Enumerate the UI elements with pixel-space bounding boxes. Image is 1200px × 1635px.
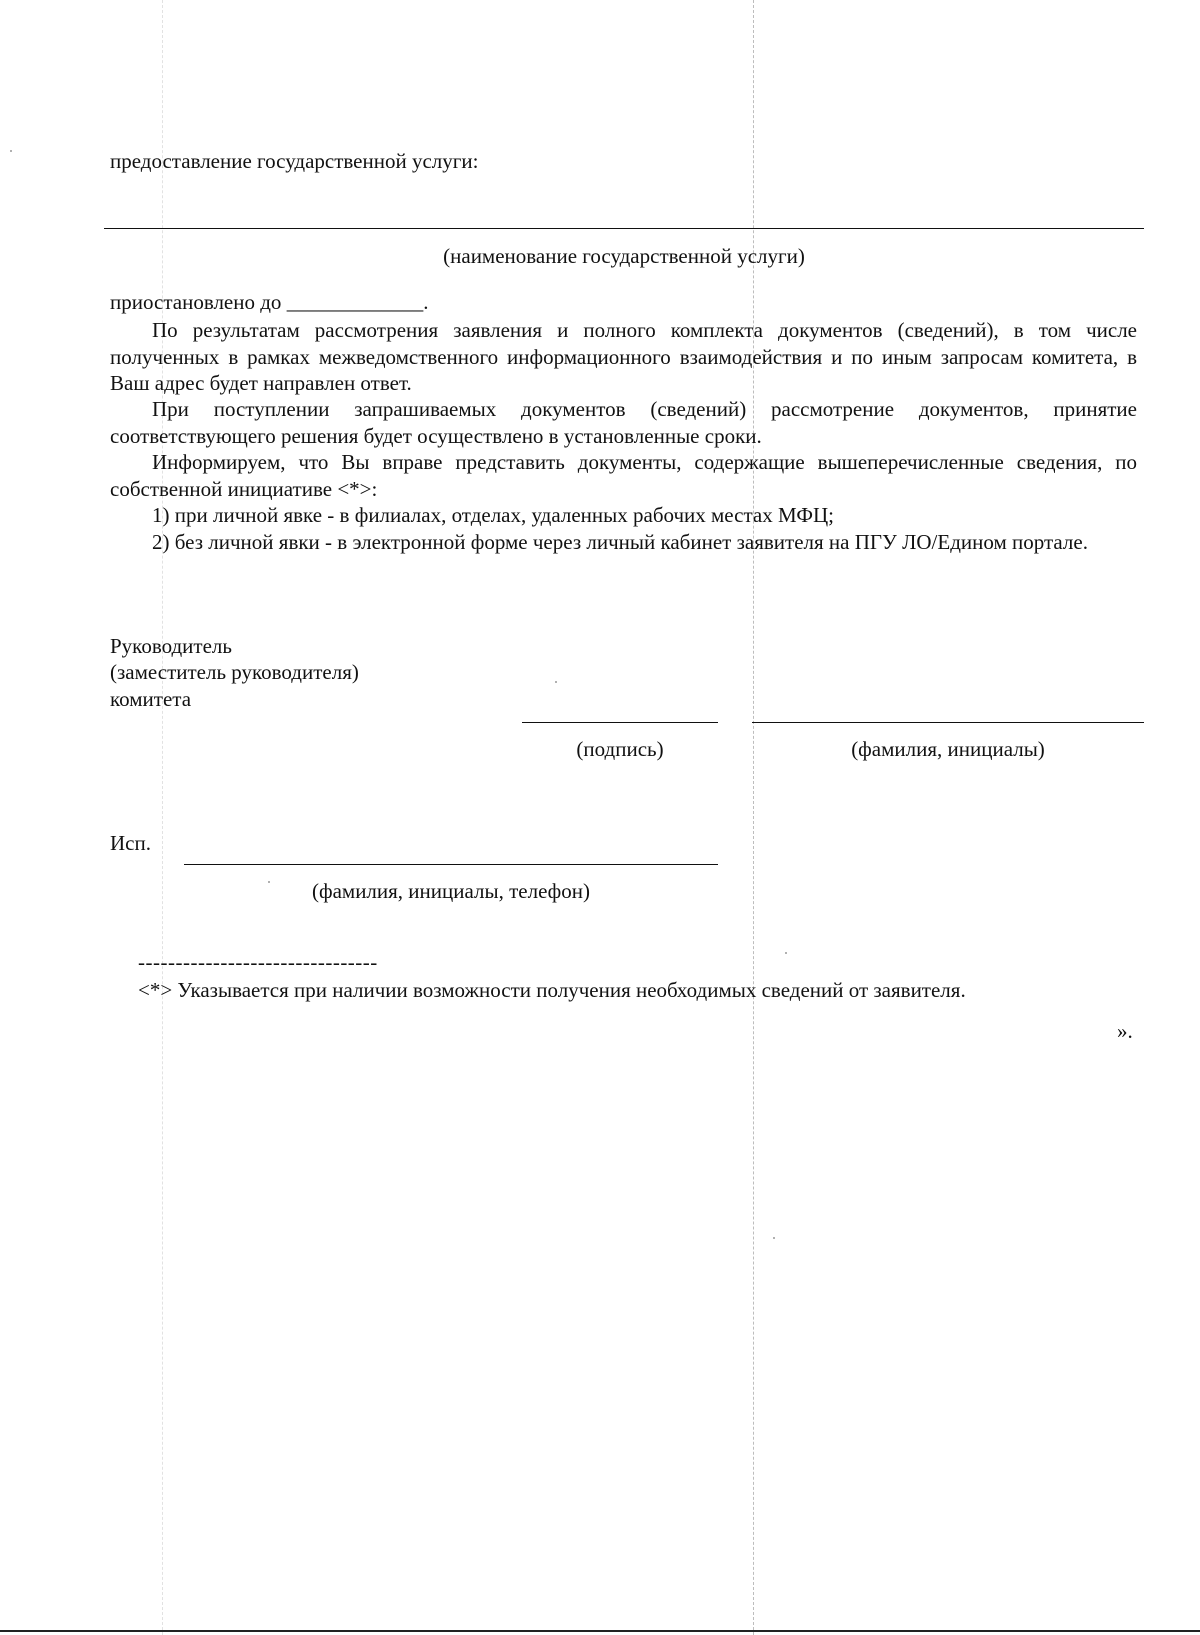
signer-title-line2: (заместитель руководителя) <box>110 660 359 684</box>
executor-blank-line <box>184 864 718 865</box>
scan-bottom-edge <box>0 1630 1200 1632</box>
suspended-label: приостановлено до <box>110 290 282 314</box>
executor-caption: (фамилия, инициалы, телефон) <box>311 879 590 903</box>
signature-caption: (подпись) <box>576 737 664 761</box>
paragraph-results: По результатам рассмотрения заявления и полного комплекта документов (сведений), в том числе полученных в рамках межведомственного информационного взаимодействия и по иным запросам комитета, в Ваш адрес будет направлен ответ. <box>110 318 1137 395</box>
scan-speck <box>10 150 12 152</box>
name-initials-blank-line <box>752 722 1144 723</box>
suspended-date-blank: _____________. <box>286 290 429 314</box>
footnote-separator: -------------------------------- <box>138 950 378 974</box>
signer-title-line3: комитета <box>110 687 192 711</box>
suspended-line <box>110 290 428 315</box>
footnote-text: <*> Указывается при наличии возможности получения необходимых сведений от заявителя. <box>138 978 966 1002</box>
signature-blank-line <box>522 722 718 723</box>
service-name-caption: (наименование государственной услуги) <box>443 244 805 268</box>
paragraph-receipt: При поступлении запрашиваемых документов (сведений) рассмотрение документов, принятие соответствующего решения будет осуществлено в установленные сроки. <box>110 397 1137 448</box>
service-intro-text: предоставление государственной услуги: <box>110 149 479 173</box>
service-name-blank-line <box>104 228 1144 229</box>
name-initials-caption: (фамилия, инициалы) <box>851 737 1045 761</box>
signer-title-line1: Руководитель <box>110 634 232 658</box>
list-item-electronic: 2) без личной явки - в электронной форме через личный кабинет заявителя на ПГУ ЛО/Едином портале. <box>152 530 1088 554</box>
scan-speck <box>785 952 787 954</box>
executor-label: Исп. <box>110 831 151 855</box>
scan-speck <box>555 681 557 683</box>
list-item-personal: 1) при личной явке - в филиалах, отделах, удаленных рабочих местах МФЦ; <box>152 503 834 527</box>
scan-speck <box>773 1237 775 1239</box>
paragraph-inform: Информируем, что Вы вправе представить документы, содержащие вышеперечисленные сведения, по собственной инициативе <*>: <box>110 450 1137 501</box>
closing-quote: ». <box>1117 1019 1133 1043</box>
